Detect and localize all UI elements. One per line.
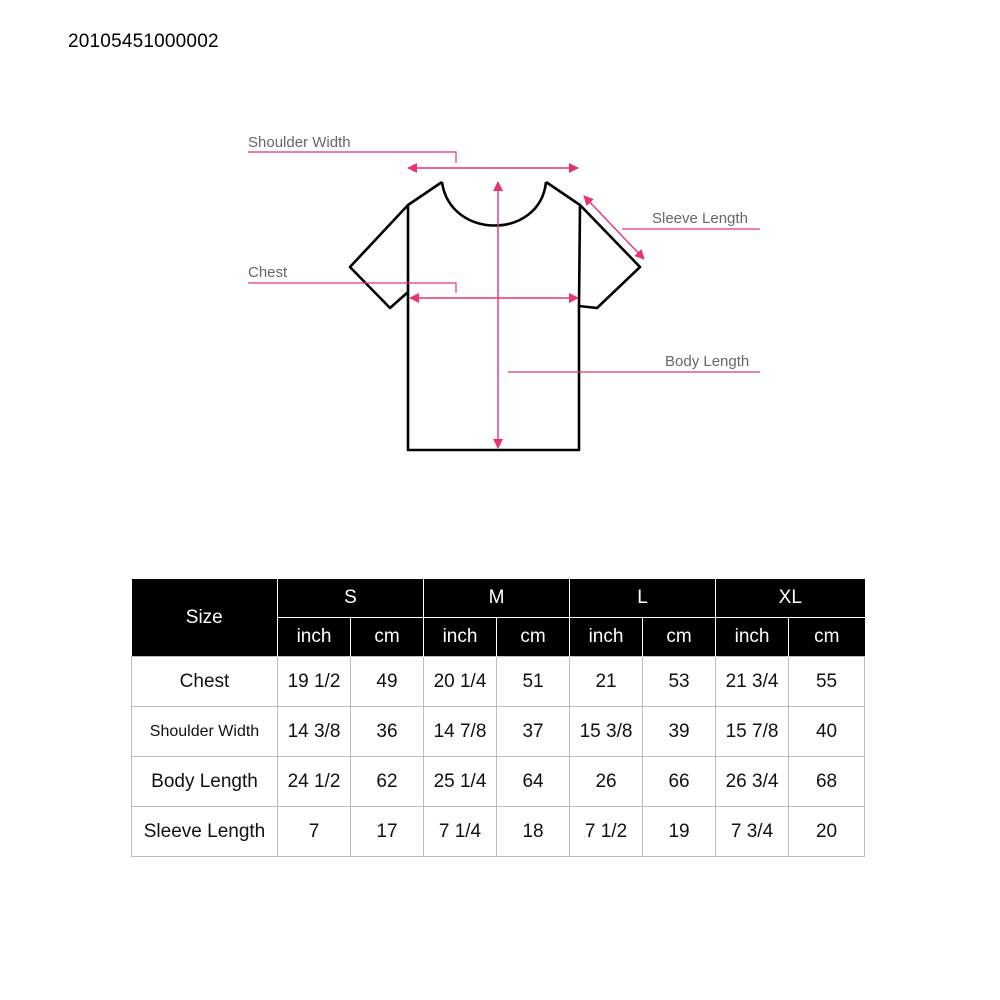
unit-header: inch bbox=[570, 618, 643, 657]
table-cell: 14 3/8 bbox=[278, 707, 351, 757]
product-code: 20105451000002 bbox=[68, 31, 219, 52]
table-cell: 62 bbox=[351, 757, 424, 807]
size-s-header: S bbox=[278, 579, 424, 618]
label-shoulder-width: Shoulder Width bbox=[248, 134, 351, 151]
table-cell: 25 1/4 bbox=[424, 757, 497, 807]
table-row-shoulder-width bbox=[132, 707, 865, 757]
size-xl-header: XL bbox=[716, 579, 865, 618]
table-cell: 20 bbox=[789, 807, 865, 857]
table-cell: 14 7/8 bbox=[424, 707, 497, 757]
table-row-sleeve-length bbox=[132, 807, 865, 857]
table-cell: 17 bbox=[351, 807, 424, 857]
table-cell: 36 bbox=[351, 707, 424, 757]
size-l-header: L bbox=[570, 579, 716, 618]
table-cell: 26 bbox=[570, 757, 643, 807]
table-cell: 26 3/4 bbox=[716, 757, 789, 807]
table-cell: 49 bbox=[351, 657, 424, 707]
table-cell: 18 bbox=[497, 807, 570, 857]
size-m-header: M bbox=[424, 579, 570, 618]
table-cell: 7 1/4 bbox=[424, 807, 497, 857]
size-header-row bbox=[132, 579, 865, 618]
table-cell: 64 bbox=[497, 757, 570, 807]
unit-header: cm bbox=[643, 618, 716, 657]
unit-header: inch bbox=[716, 618, 789, 657]
shoulder-width-leader bbox=[248, 152, 456, 163]
table-cell: 51 bbox=[497, 657, 570, 707]
table-row-chest bbox=[132, 657, 865, 707]
table-cell: 66 bbox=[643, 757, 716, 807]
unit-header: cm bbox=[351, 618, 424, 657]
row-label: Sleeve Length bbox=[132, 807, 278, 857]
table-cell: 20 1/4 bbox=[424, 657, 497, 707]
table-cell: 15 3/8 bbox=[570, 707, 643, 757]
chest-leader bbox=[248, 283, 456, 293]
table-cell: 37 bbox=[497, 707, 570, 757]
table-cell: 21 bbox=[570, 657, 643, 707]
size-chart-table bbox=[131, 579, 865, 857]
table-cell: 7 3/4 bbox=[716, 807, 789, 857]
unit-header: inch bbox=[424, 618, 497, 657]
table-cell: 68 bbox=[789, 757, 865, 807]
table-cell: 19 bbox=[643, 807, 716, 857]
unit-header: inch bbox=[278, 618, 351, 657]
table-cell: 55 bbox=[789, 657, 865, 707]
row-label: Chest bbox=[132, 657, 278, 707]
size-header: Size bbox=[132, 579, 278, 657]
label-chest: Chest bbox=[248, 264, 288, 281]
row-label: Body Length bbox=[132, 757, 278, 807]
table-cell: 19 1/2 bbox=[278, 657, 351, 707]
sleeve-length-arrow bbox=[584, 196, 644, 259]
table-cell: 39 bbox=[643, 707, 716, 757]
table-cell: 24 1/2 bbox=[278, 757, 351, 807]
table-cell: 40 bbox=[789, 707, 865, 757]
table-cell: 53 bbox=[643, 657, 716, 707]
table-cell: 7 1/2 bbox=[570, 807, 643, 857]
label-body-length: Body Length bbox=[665, 353, 750, 370]
table-cell: 15 7/8 bbox=[716, 707, 789, 757]
table-cell: 21 3/4 bbox=[716, 657, 789, 707]
table-row-body-length bbox=[132, 757, 865, 807]
table-cell: 7 bbox=[278, 807, 351, 857]
unit-header: cm bbox=[789, 618, 865, 657]
row-label: Shoulder Width bbox=[132, 707, 278, 757]
tshirt-outline bbox=[350, 182, 640, 450]
leader-lines bbox=[248, 152, 760, 372]
unit-header: cm bbox=[497, 618, 570, 657]
label-sleeve-length: Sleeve Length bbox=[652, 210, 748, 227]
measurement-arrows bbox=[408, 168, 644, 448]
